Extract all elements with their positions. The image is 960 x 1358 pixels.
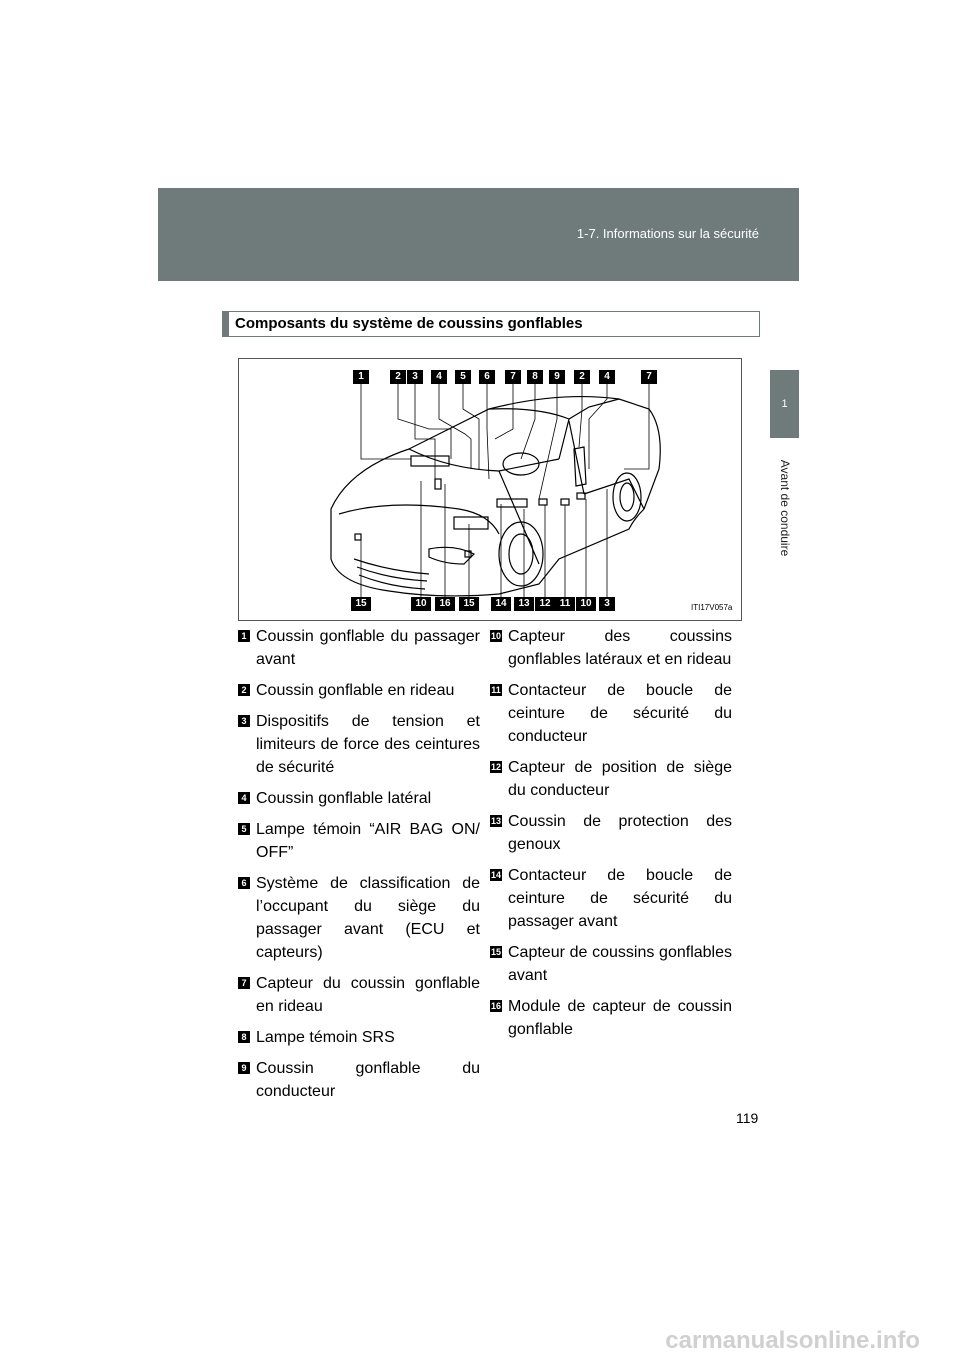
- callout-top-11: 4: [599, 370, 615, 384]
- callout-top-7: 7: [505, 370, 521, 384]
- legend-text: Lampe témoin SRS: [256, 1029, 395, 1046]
- legend-item: [490, 625, 732, 671]
- legend-text: Lampe témoin “AIR BAG ON/ OFF”: [256, 821, 480, 861]
- legend-number: 6: [238, 877, 250, 889]
- section-title: Composants du système de coussins gonflables: [235, 315, 583, 332]
- legend-item: [490, 941, 732, 987]
- section-header: 1-7. Informations sur la sécurité: [576, 226, 759, 241]
- watermark-text: carmanualsonline.info: [665, 1327, 920, 1354]
- callout-top-3: 3: [407, 370, 423, 384]
- legend-left-column: [238, 625, 480, 1111]
- legend-number: 2: [238, 684, 250, 696]
- legend-item: [238, 710, 480, 779]
- legend-number: 4: [238, 792, 250, 804]
- callout-bottom-7: 12: [535, 597, 555, 611]
- title-accent: [223, 312, 229, 336]
- callout-bottom-6: 13: [514, 597, 534, 611]
- callout-top-4: 4: [431, 370, 447, 384]
- callout-top-12: 7: [641, 370, 657, 384]
- legend-number: 3: [238, 715, 250, 727]
- callout-top-8: 8: [527, 370, 543, 384]
- legend-number: 14: [490, 870, 501, 880]
- legend-text: Contacteur de boucle de ceinture de sécurité du conducteur: [508, 682, 732, 745]
- legend-number: 8: [238, 1031, 250, 1043]
- callout-bottom-8: 11: [555, 597, 575, 611]
- legend-text: Module de capteur de coussin gonflable: [508, 998, 732, 1038]
- callout-top-2: 2: [390, 370, 406, 384]
- callout-bottom-2: 10: [411, 597, 431, 611]
- legend-text: Coussin gonflable en rideau: [256, 682, 455, 699]
- legend-number: 13: [490, 816, 501, 826]
- watermark-band: [0, 1325, 960, 1358]
- callout-bottom-3: 16: [435, 597, 455, 611]
- callout-bottom-10: 3: [599, 597, 615, 611]
- legend-item: [238, 872, 480, 964]
- callout-top-1: 1: [353, 370, 369, 384]
- legend-number: 10: [490, 631, 501, 641]
- legend-item: [238, 625, 480, 671]
- legend-item: [238, 818, 480, 864]
- legend-text: Contacteur de boucle de ceinture de sécurité du passager avant: [508, 867, 732, 930]
- callout-bottom-5: 14: [491, 597, 511, 611]
- callout-top-6: 6: [479, 370, 495, 384]
- legend-number: 7: [238, 977, 250, 989]
- callout-top-10: 2: [574, 370, 590, 384]
- legend-item: [238, 972, 480, 1018]
- callout-bottom-4: 15: [459, 597, 479, 611]
- airbag-diagram: [238, 358, 742, 621]
- legend-number: 1: [238, 630, 250, 642]
- legend-item: [490, 810, 732, 856]
- page-number: 119: [736, 1110, 759, 1126]
- car-illustration: [239, 359, 741, 620]
- legend-text: Coussin gonflable du passager avant: [256, 628, 480, 668]
- chapter-number: 1: [781, 398, 788, 410]
- legend-item: [490, 679, 732, 748]
- figure-code: ITI17V057a: [691, 603, 733, 612]
- legend-item: [238, 1026, 480, 1049]
- legend-item: [490, 756, 732, 802]
- legend-number: 5: [238, 823, 250, 835]
- legend-number: 15: [490, 947, 501, 957]
- legend-number: 11: [491, 685, 501, 695]
- legend-item: [238, 787, 480, 810]
- legend-item: [490, 864, 732, 933]
- legend-text: Coussin de protection des genoux: [508, 813, 732, 853]
- legend-number: 9: [238, 1062, 250, 1074]
- legend-number: 16: [490, 1001, 501, 1011]
- legend-text: Système de classification de l’occupant du siège du passager avant (ECU et capteurs): [256, 875, 480, 961]
- legend-text: Capteur de position de siège du conducteur: [508, 759, 732, 799]
- legend-text: Coussin gonflable latéral: [256, 790, 432, 807]
- callout-top-9: 9: [549, 370, 565, 384]
- callout-top-5: 5: [455, 370, 471, 384]
- callout-bottom-9: 10: [576, 597, 596, 611]
- chapter-tab: [770, 370, 799, 438]
- legend-text: Capteur du coussin gonflable en rideau: [256, 975, 480, 1015]
- callout-bottom-1: 15: [351, 597, 371, 611]
- legend-right-column: [490, 625, 732, 1049]
- legend-text: Capteur des coussins gonflables latéraux et en rideau: [508, 628, 732, 668]
- legend-text: Capteur de coussins gonflables avant: [508, 944, 732, 984]
- legend-item: [238, 1057, 480, 1103]
- legend-text: Coussin gonflable du conducteur: [256, 1060, 480, 1100]
- chapter-label: [771, 448, 799, 568]
- legend-item: [490, 995, 732, 1041]
- legend-text: Dispositifs de tension et limiteurs de force des ceintures de sécurité: [256, 713, 480, 776]
- legend-item: [238, 679, 480, 702]
- legend-number: 12: [490, 762, 501, 772]
- header-band: [158, 188, 799, 281]
- chapter-label-text: Avant de conduire: [778, 459, 792, 557]
- section-title-box: [222, 311, 760, 337]
